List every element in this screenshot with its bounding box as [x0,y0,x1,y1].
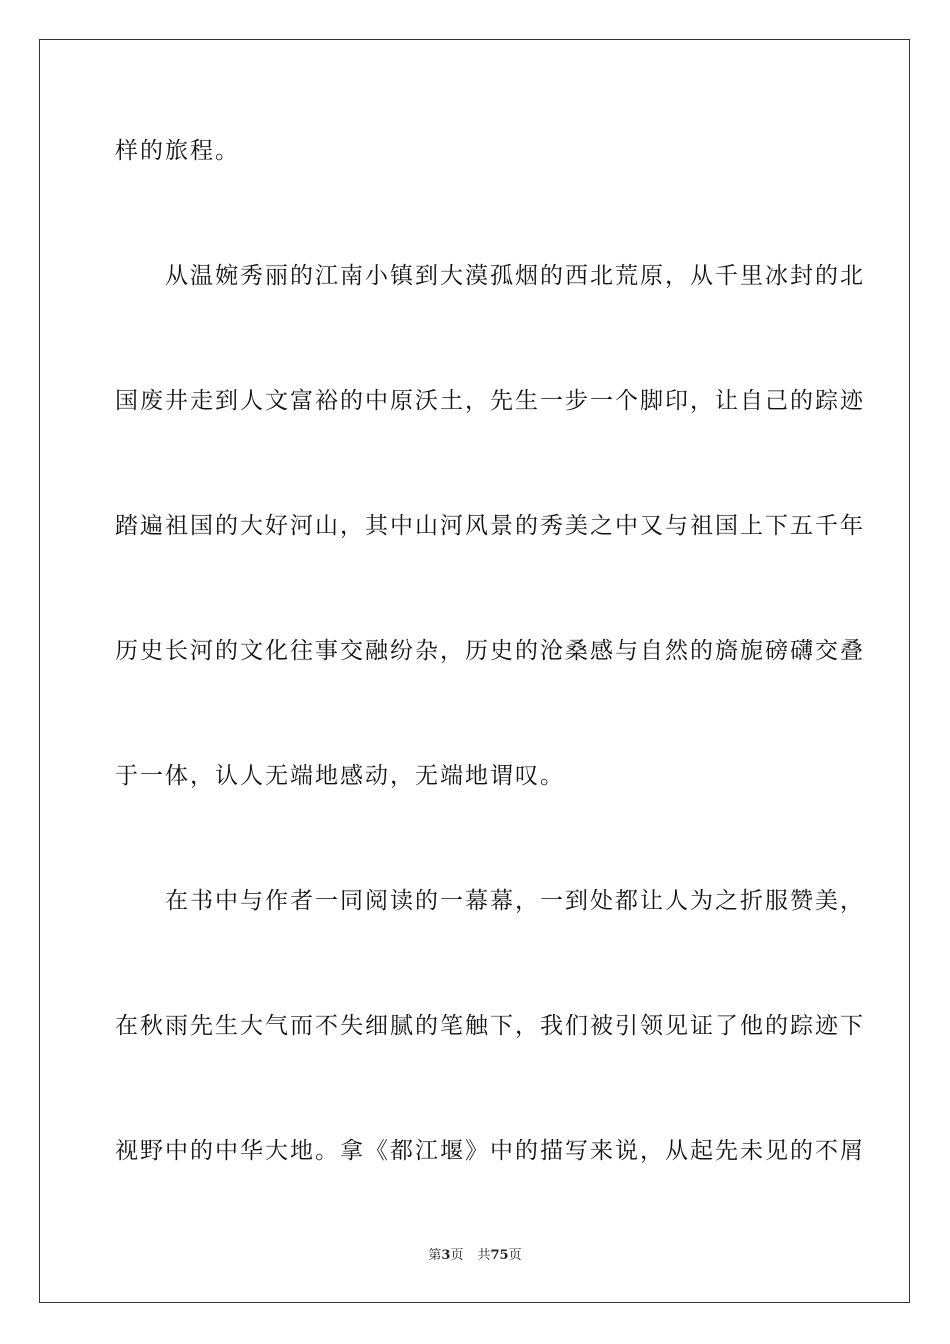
total-suffix: 页 [508,1248,522,1263]
total-prefix: 共 [477,1248,491,1263]
text-line-1: 样的旅程。 [115,138,240,164]
text-line-9: 视野中的中华大地。拿《都江堰》中的描写来说，从起先未见的不屑 [115,1138,865,1164]
text-line-5: 历史长河的文化往事交融纷杂，历史的沧桑感与自然的旖旎磅礴交叠 [115,638,865,664]
page-suffix: 页 [450,1248,464,1263]
page-prefix: 第 [428,1248,442,1263]
text-line-2: 从温婉秀丽的江南小镇到大漠孤烟的西北荒原，从千里冰封的北 [115,263,865,289]
text-line-6: 于一体，认人无端地感动，无端地谓叹。 [115,763,565,789]
page-footer [0,1247,950,1265]
page-number: 3 [441,1248,451,1263]
text-line-7: 在书中与作者一同阅读的一幕幕，一到处都让人为之折服赞美， [115,888,865,914]
text-line-3: 国废井走到人文富裕的中原沃土，先生一步一个脚印，让自己的踪迹 [115,388,865,414]
text-line-4: 踏遍祖国的大好河山，其中山河风景的秀美之中又与祖国上下五千年 [115,513,865,539]
text-line-8: 在秋雨先生大气而不失细腻的笔触下，我们被引领见证了他的踪迹下 [115,1013,865,1039]
page-frame [39,39,910,1303]
total-pages: 75 [490,1248,509,1263]
